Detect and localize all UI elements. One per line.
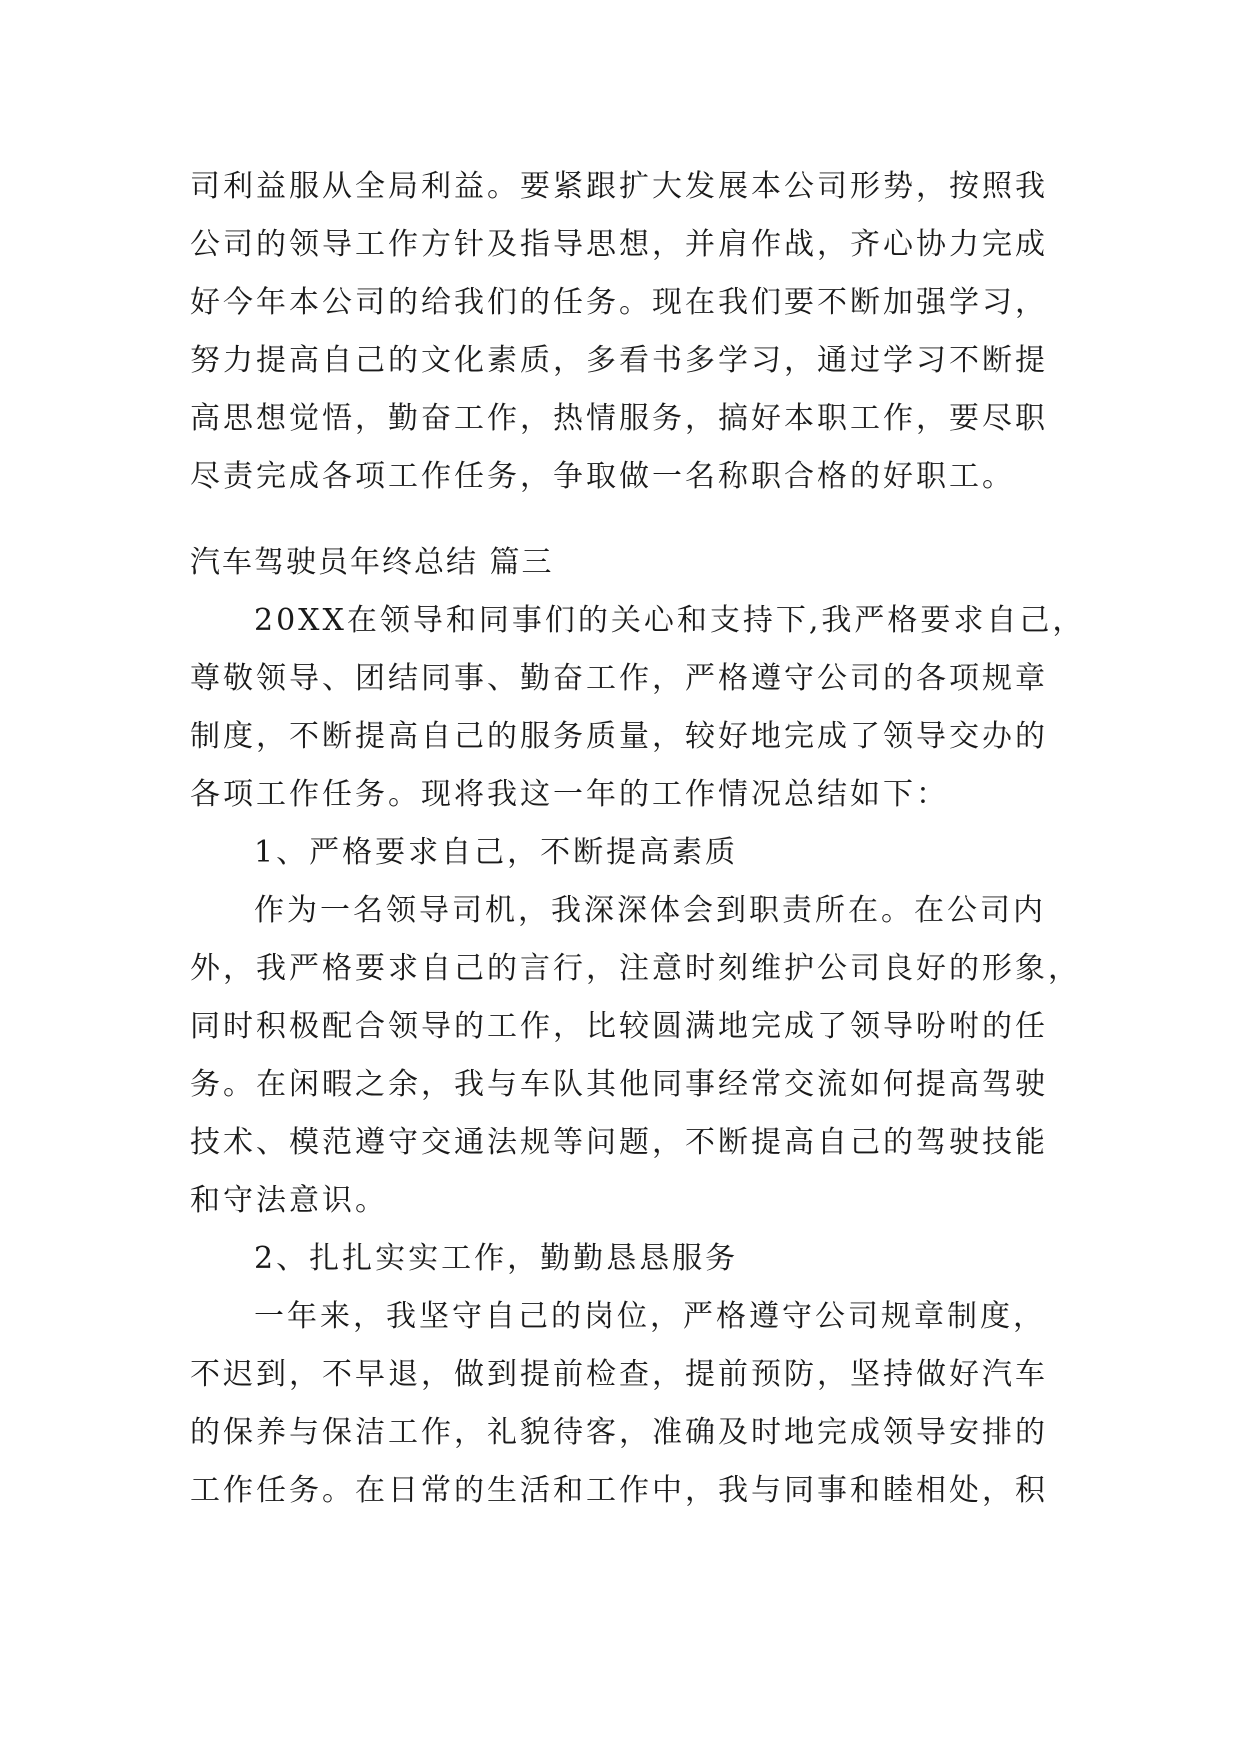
text-line: 制度，不断提高自己的服务质量，较好地完成了领导交办的 — [190, 719, 1048, 754]
text-line: 一年来，我坚守自己的岗位，严格遵守公司规章制度， — [254, 1299, 1046, 1334]
text-line: 和守法意识。 — [190, 1183, 388, 1218]
text-line: 同时积极配合领导的工作，比较圆满地完成了领导吩咐的任 — [190, 1009, 1048, 1044]
document-body — [190, 158, 1086, 1520]
text-line: 各项工作任务。现将我这一年的工作情况总结如下： — [190, 777, 949, 812]
text-line: 尽责完成各项工作任务，争取做一名称职合格的好职工。 — [190, 459, 1015, 494]
item-1-title: 1、严格要求自己，不断提高素质 — [254, 835, 739, 870]
text-line: 20XX在领导和同事们的关心和支持下,我严格要求自己， — [254, 603, 1086, 638]
text-line: 公司的领导工作方针及指导思想，并肩作战，齐心协力完成 — [190, 227, 1048, 262]
text-line: 好今年本公司的给我们的任务。现在我们要不断加强学习， — [190, 285, 1048, 320]
text-line: 高思想觉悟，勤奋工作，热情服务，搞好本职工作，要尽职 — [190, 401, 1048, 436]
text-line: 尊敬领导、团结同事、勤奋工作，严格遵守公司的各项规章 — [190, 661, 1048, 696]
text-line: 工作任务。在日常的生活和工作中，我与同事和睦相处，积 — [190, 1473, 1048, 1508]
text-line: 的保养与保洁工作，礼貌待客，准确及时地完成领导安排的 — [190, 1415, 1048, 1450]
text-line: 外，我严格要求自己的言行，注意时刻维护公司良好的形象， — [190, 951, 1081, 986]
text-line: 努力提高自己的文化素质，多看书多学习，通过学习不断提 — [190, 343, 1048, 378]
text-line: 司利益服从全局利益。要紧跟扩大发展本公司形势，按照我 — [190, 169, 1048, 204]
paragraph-gap — [190, 506, 1060, 534]
section-title: 汽车驾驶员年终总结 篇三 — [190, 545, 554, 580]
text-line: 不迟到，不早退，做到提前检查，提前预防，坚持做好汽车 — [190, 1357, 1048, 1392]
text-line: 技术、模范遵守交通法规等问题，不断提高自己的驾驶技能 — [190, 1125, 1048, 1160]
text-line: 作为一名领导司机，我深深体会到职责所在。在公司内 — [254, 893, 1046, 928]
item-2-title: 2、扎扎实实工作，勤勤恳恳服务 — [254, 1241, 739, 1276]
text-line: 务。在闲暇之余，我与车队其他同事经常交流如何提高驾驶 — [190, 1067, 1048, 1102]
